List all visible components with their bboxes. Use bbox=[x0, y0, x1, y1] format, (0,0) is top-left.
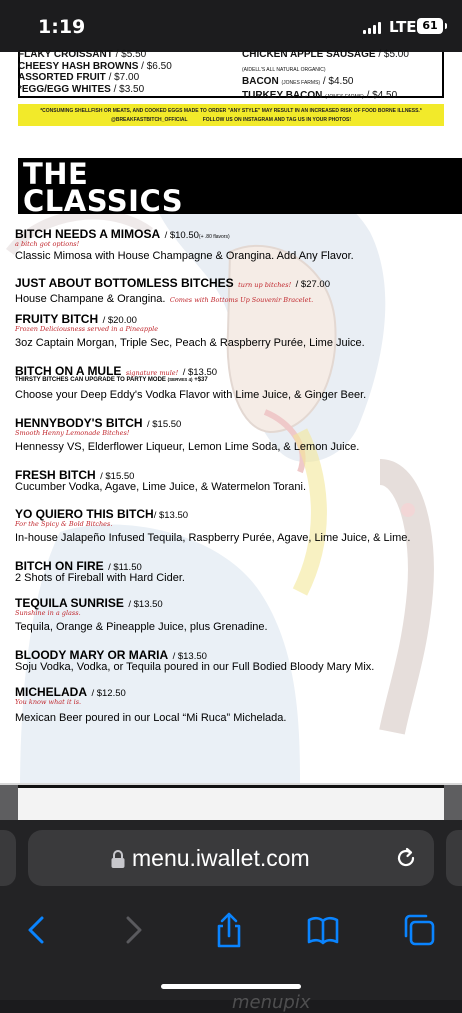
home-indicator[interactable] bbox=[161, 984, 301, 989]
instagram-handle: @BREAKFASTBITCH_OFFICIAL bbox=[110, 117, 188, 123]
section-title-line1: THE bbox=[23, 157, 89, 191]
instagram-line bbox=[18, 117, 444, 123]
section-title-line2: CLASSICS bbox=[23, 184, 184, 218]
menu-row: CHEESY HASH BROWNS / $6.50 bbox=[18, 60, 172, 72]
sides-right-column bbox=[242, 49, 409, 103]
cellular-signal-icon bbox=[363, 22, 383, 34]
next-tab-peek[interactable] bbox=[446, 830, 462, 886]
menu-row: FLAKY CROISSANT / $5.50 bbox=[18, 49, 147, 60]
url-text[interactable]: menu.iwallet.com bbox=[132, 845, 310, 871]
browser-toolbar bbox=[0, 906, 462, 1013]
share-icon[interactable] bbox=[212, 912, 246, 948]
status-bar bbox=[0, 0, 462, 52]
network-type: LTE bbox=[389, 18, 417, 36]
back-icon[interactable] bbox=[20, 912, 54, 948]
next-menu-card bbox=[18, 785, 444, 820]
menu-row: TURKEY BACON (JONES FARMS) / $4.50 bbox=[242, 89, 398, 101]
forward-icon[interactable] bbox=[116, 912, 150, 948]
bookmarks-icon[interactable] bbox=[306, 912, 340, 948]
previous-tab-peek[interactable] bbox=[0, 830, 16, 886]
food-safety-notice bbox=[18, 104, 444, 126]
next-page-peek bbox=[0, 785, 462, 820]
menupix-watermark: menupix bbox=[232, 992, 311, 1013]
menu-row: *EGG/EGG WHITES / $3.50 bbox=[18, 83, 145, 95]
menu-page[interactable]: FLAKY CROISSANT / $5.50 CHEESY HASH BROWNS / $6.50 ASSORTED FRUIT / $7.00 *EGG/EGG WHITES / $3.50 CHICKEN APPLE SAUSAGE / $5.00 (AIDELL'S ALL NATURAL ORGANIC) BACON (JONES FARMS) / $4.50 TURKEY BACON (JONES FARMS) / $4.50 *CONSUMING SHELLFISH OR MEATS, AND COOKED EGGS MADE TO ORDER "ANY STYLE" MAY RESULT IN AN INCREASED RISK OF FOOD BORNE ILLNESS.* @BREAKFASTBITCH_OFFICIAL FOLLOW US ON INSTAGRAM AND TAG US IN YOUR PHOTOS! THE CLASSICS BITCH NEEDS A MIMOSA / $10.50(+ .80 flavors) a bitch got options! Classic Mimosa with House Champagne & Orangina. Add Any Flavor. JUST ABOUT BOTTOMLESS BITCHES turn up bitches! / $27.00 House Champane & Orangina. Comes with Bottoms Up Souvenir Bracelet. FRUITY BITCH / $20.00 Frozen Deliciousness served in a Pineapple 3oz Captain Morgan, Triple Sec, Peach & Raspberry Purée, Lime Juice. BITCH ON A MULE signature mule! / $13.50 THIRSTY BITCHES CAN UPGRADE TO PARTY MODE (SERVES 4) +$37 Choose your Deep Eddy's Vodka Flavor with Lime Juice, & Ginger Beer. HENNYBODY'S BITCH / $15.50 Smooth Henny Lemonade Bitches! Hennessy VS, Elderflower Liqueur, Lemon Lime Soda, & Lemon Juice. FRESH BITCH / $15.50 Cucumber Vodka, Agave, Lime Juice, & Watermelon Torani. YO QUIERO THIS BITCH/ $13.50 For the Spicy & Bold Bitches. In-house Jalapeño Infused Tequila, Raspberry Purée, Agave, Lime Juice, & Lime. BITCH ON FIRE / $11.50 2 Shots of Fireball with Hard Cider. TEQUILA SUNRISE / $13.50 Sunshine in a glass. Tequila, Orange & Pineapple Juice, plus Grenadine. BLOODY MARY OR MARIA / $13.50 Soju Vodka, Vodka, or Tequila poured in our Full Bodied Bloody Mary Mix. MICHELADA / $12.50 You know what it is. Mexican Beer poured in our Local “Mi Ruca” Michelada. bbox=[0, 52, 462, 820]
browser-chrome bbox=[0, 820, 462, 1013]
section-title-the-classics bbox=[18, 157, 462, 218]
lock-icon bbox=[110, 849, 126, 869]
instagram-follow-text: FOLLOW US ON INSTAGRAM AND TAG US IN YOUR PHOTOS! bbox=[202, 117, 352, 123]
menu-row: BACON (JONES FARMS) / $4.50 bbox=[242, 76, 354, 87]
menu-row: CHICKEN APPLE SAUSAGE / $5.00 bbox=[242, 49, 409, 60]
address-bar[interactable] bbox=[28, 830, 434, 886]
notice-text: *CONSUMING SHELLFISH OR MEATS, AND COOKED EGGS MADE TO ORDER "ANY STYLE" MAY RESULT IN AN INCREASED RISK OF FOOD BORNE ILLNESS.* bbox=[40, 108, 422, 114]
status-time: 1:19 bbox=[38, 16, 86, 38]
reload-icon[interactable] bbox=[394, 846, 418, 870]
menu-row: (AIDELL'S ALL NATURAL ORGANIC) bbox=[242, 66, 326, 73]
battery-icon: 61 bbox=[417, 18, 443, 34]
menu-row: ASSORTED FRUIT / $7.00 bbox=[18, 72, 140, 83]
sides-left-column bbox=[18, 49, 172, 95]
tabs-icon[interactable] bbox=[402, 912, 436, 948]
